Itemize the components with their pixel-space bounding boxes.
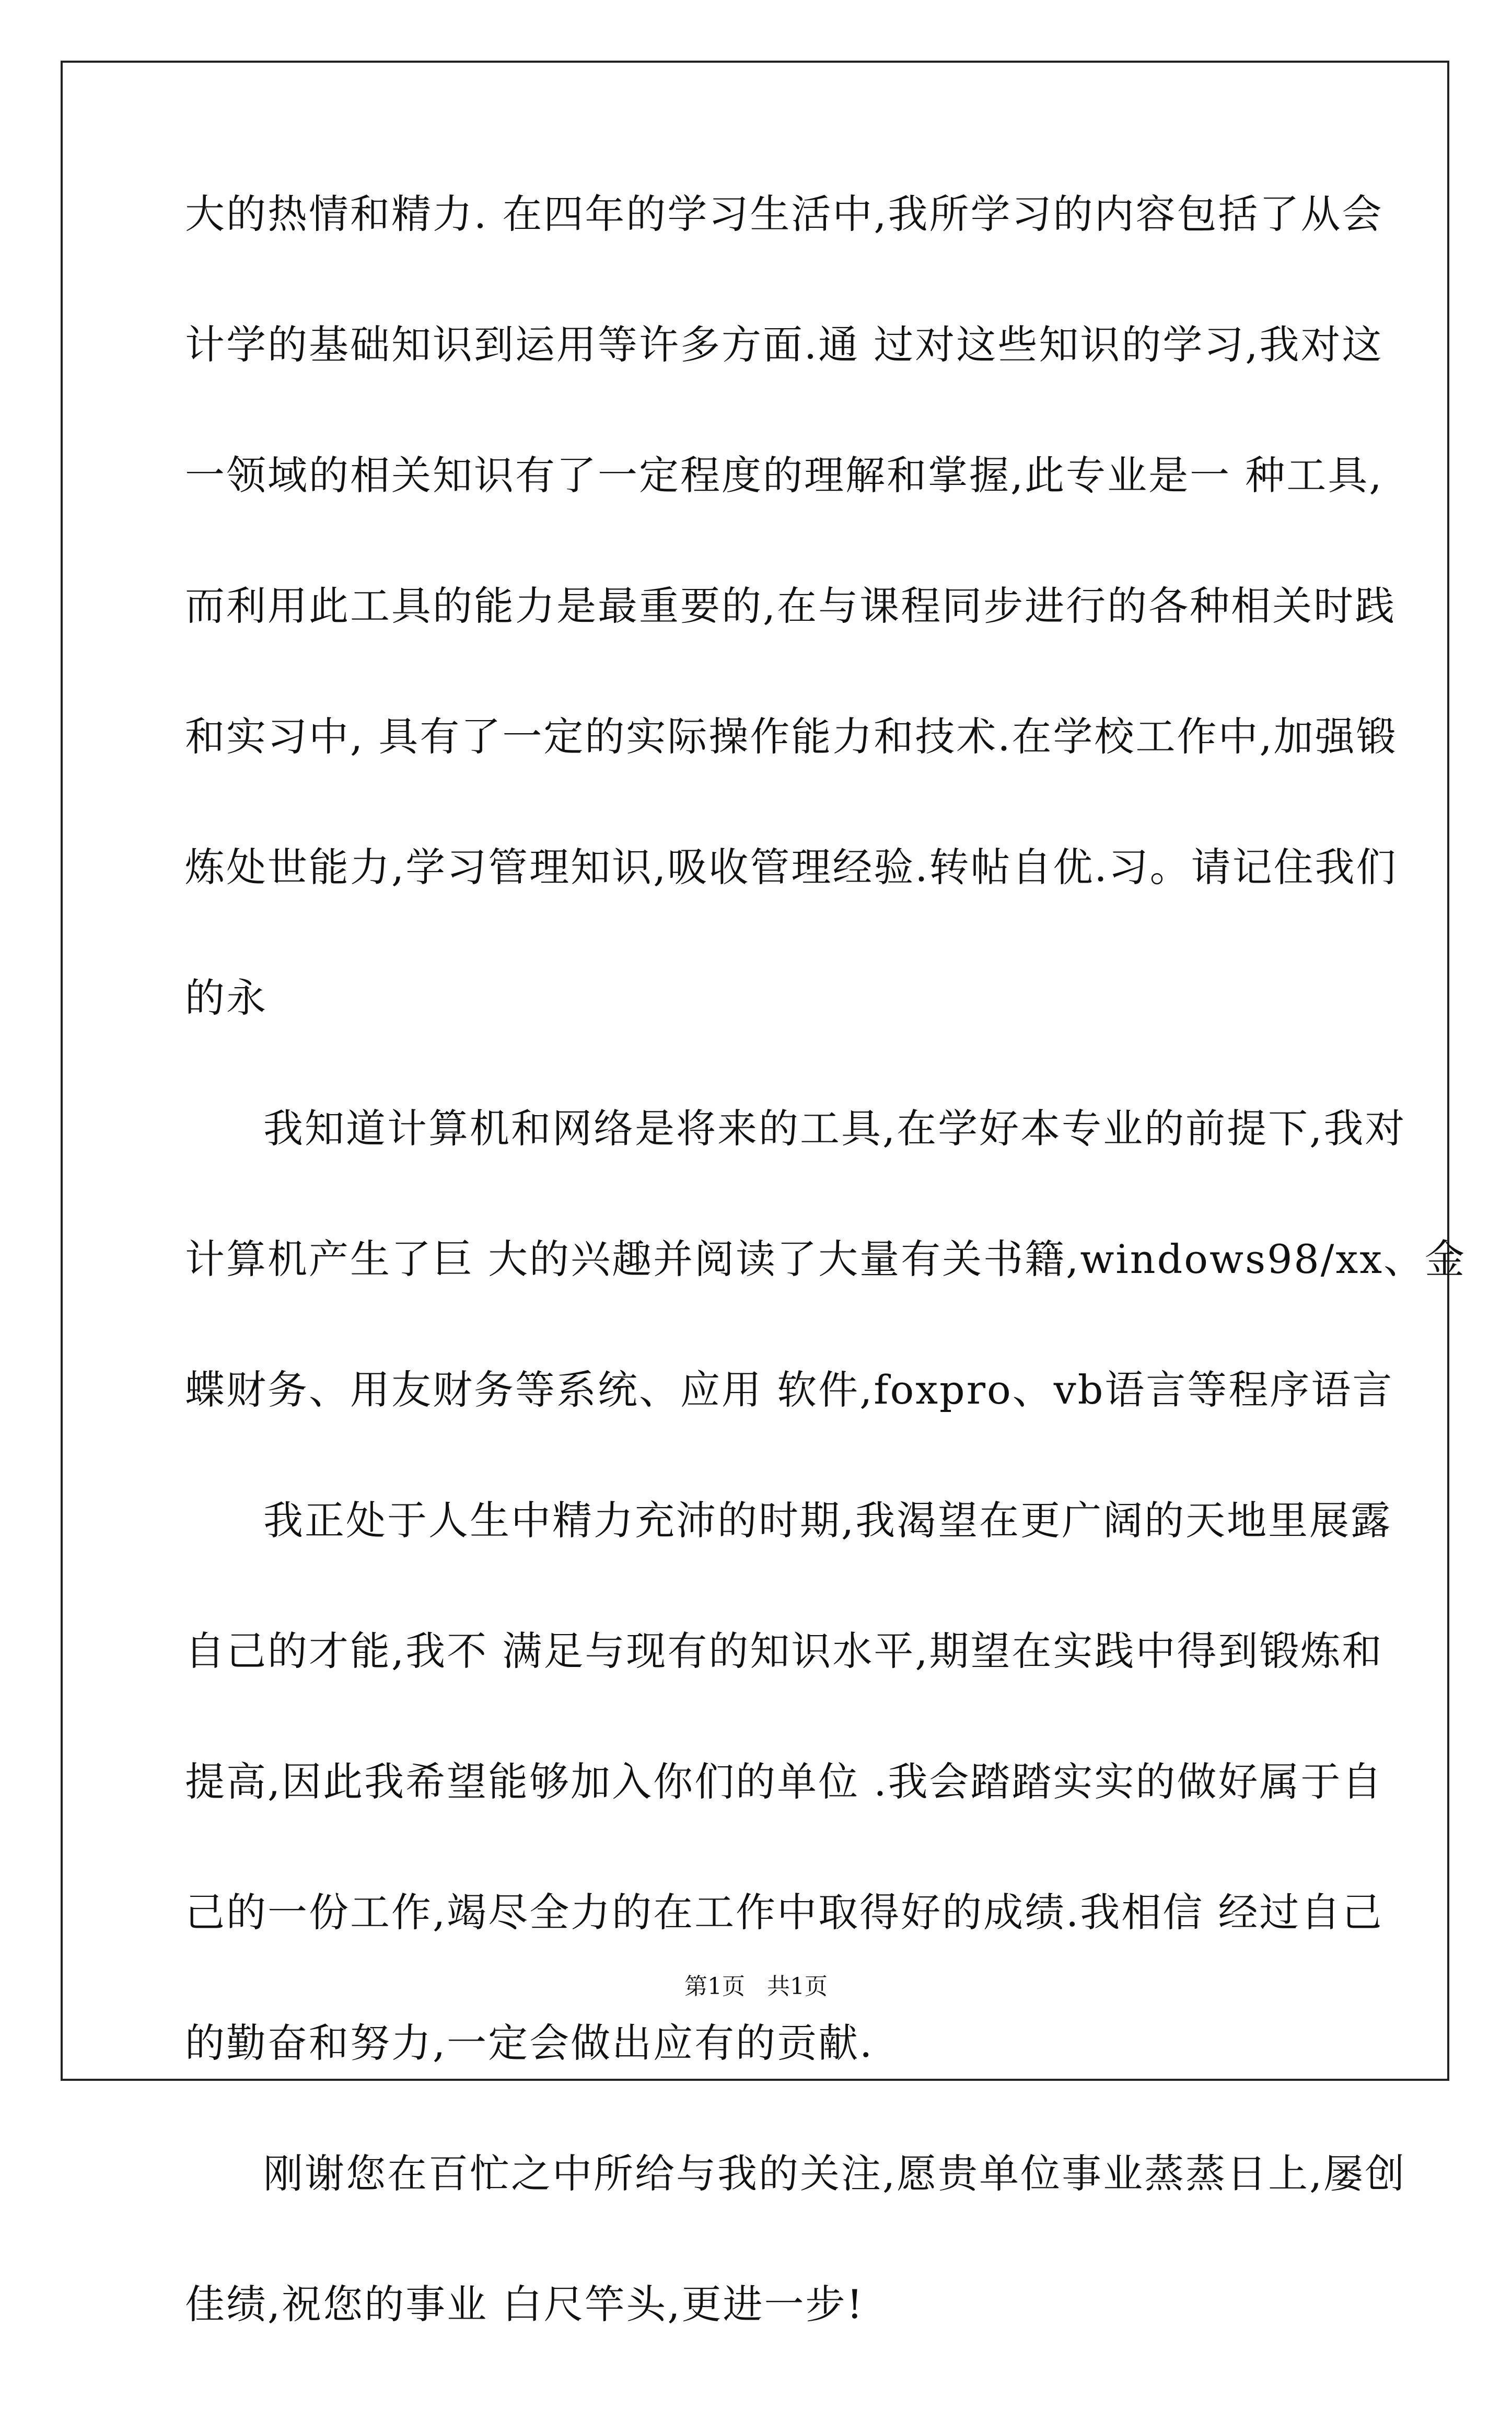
- paragraph-3-line-4: 己的一份工作,竭尽全力的在工作中取得好的成绩.我相信 经过自己: [185, 1889, 1383, 1936]
- paragraph-1-line-7: 的永: [185, 975, 267, 1021]
- paragraph-4-line-2: 佳绩,祝您的事业 白尺竿头,更进一步!: [185, 2281, 865, 2327]
- paragraph-3-line-5: 的勤奋和努力,一定会做出应有的贡献.: [185, 2020, 874, 2066]
- paragraph-2-line-3: 蝶财务、用友财务等系统、应用 软件,foxpro、vb语言等程序语言: [185, 1366, 1394, 1413]
- letter-body: [185, 188, 1467, 2409]
- paragraph-2-line-2: 计算机产生了巨 大的兴趣并阅读了大量有关书籍,windows98/xx、金: [185, 1236, 1467, 1282]
- paragraph-1-line-2: 计学的基础知识到运用等许多方面.通 过对这些知识的学习,我对这: [185, 321, 1383, 368]
- paragraph-1-line-1: 大的热情和精力. 在四年的学习生活中,我所学习的内容包括了从会: [185, 191, 1383, 237]
- paragraph-3-line-2: 自己的才能,我不 满足与现有的知识水平,期望在实践中得到锻炼和: [185, 1628, 1383, 1674]
- paragraph-2-line-1: 我知道计算机和网络是将来的工具,在学好本专业的前提下,我对: [263, 1105, 1406, 1152]
- paragraph-1-line-3: 一领域的相关知识有了一定程度的理解和掌握,此专业是一 种工具,: [185, 452, 1383, 499]
- paragraph-3-line-3: 提高,因此我希望能够加入你们的单位 .我会踏踏实实的做好属于自: [185, 1758, 1383, 1805]
- paragraph-1-line-5: 和实习中, 具有了一定的实际操作能力和技术.在学校工作中,加强锻: [185, 713, 1398, 760]
- paragraph-1-line-6: 炼处世能力,学习管理知识,吸收管理经验.转帖自优.习。请记住我们: [185, 844, 1398, 890]
- page-footer: [0, 1971, 1512, 2002]
- paragraph-4-line-1: 刚谢您在百忙之中所给与我的关注,愿贵单位事业蒸蒸日上,屡创: [263, 2150, 1406, 2197]
- page-number-total: 共1页: [766, 1973, 828, 2000]
- footer-spacer: [745, 1973, 767, 2000]
- paragraph-1-line-4: 而利用此工具的能力是最重要的,在与课程同步进行的各种相关时践: [185, 583, 1397, 629]
- paragraph-3-line-1: 我正处于人生中精力充沛的时期,我渴望在更广阔的天地里展露: [263, 1497, 1392, 1544]
- page-number-current: 第1页: [684, 1973, 746, 2000]
